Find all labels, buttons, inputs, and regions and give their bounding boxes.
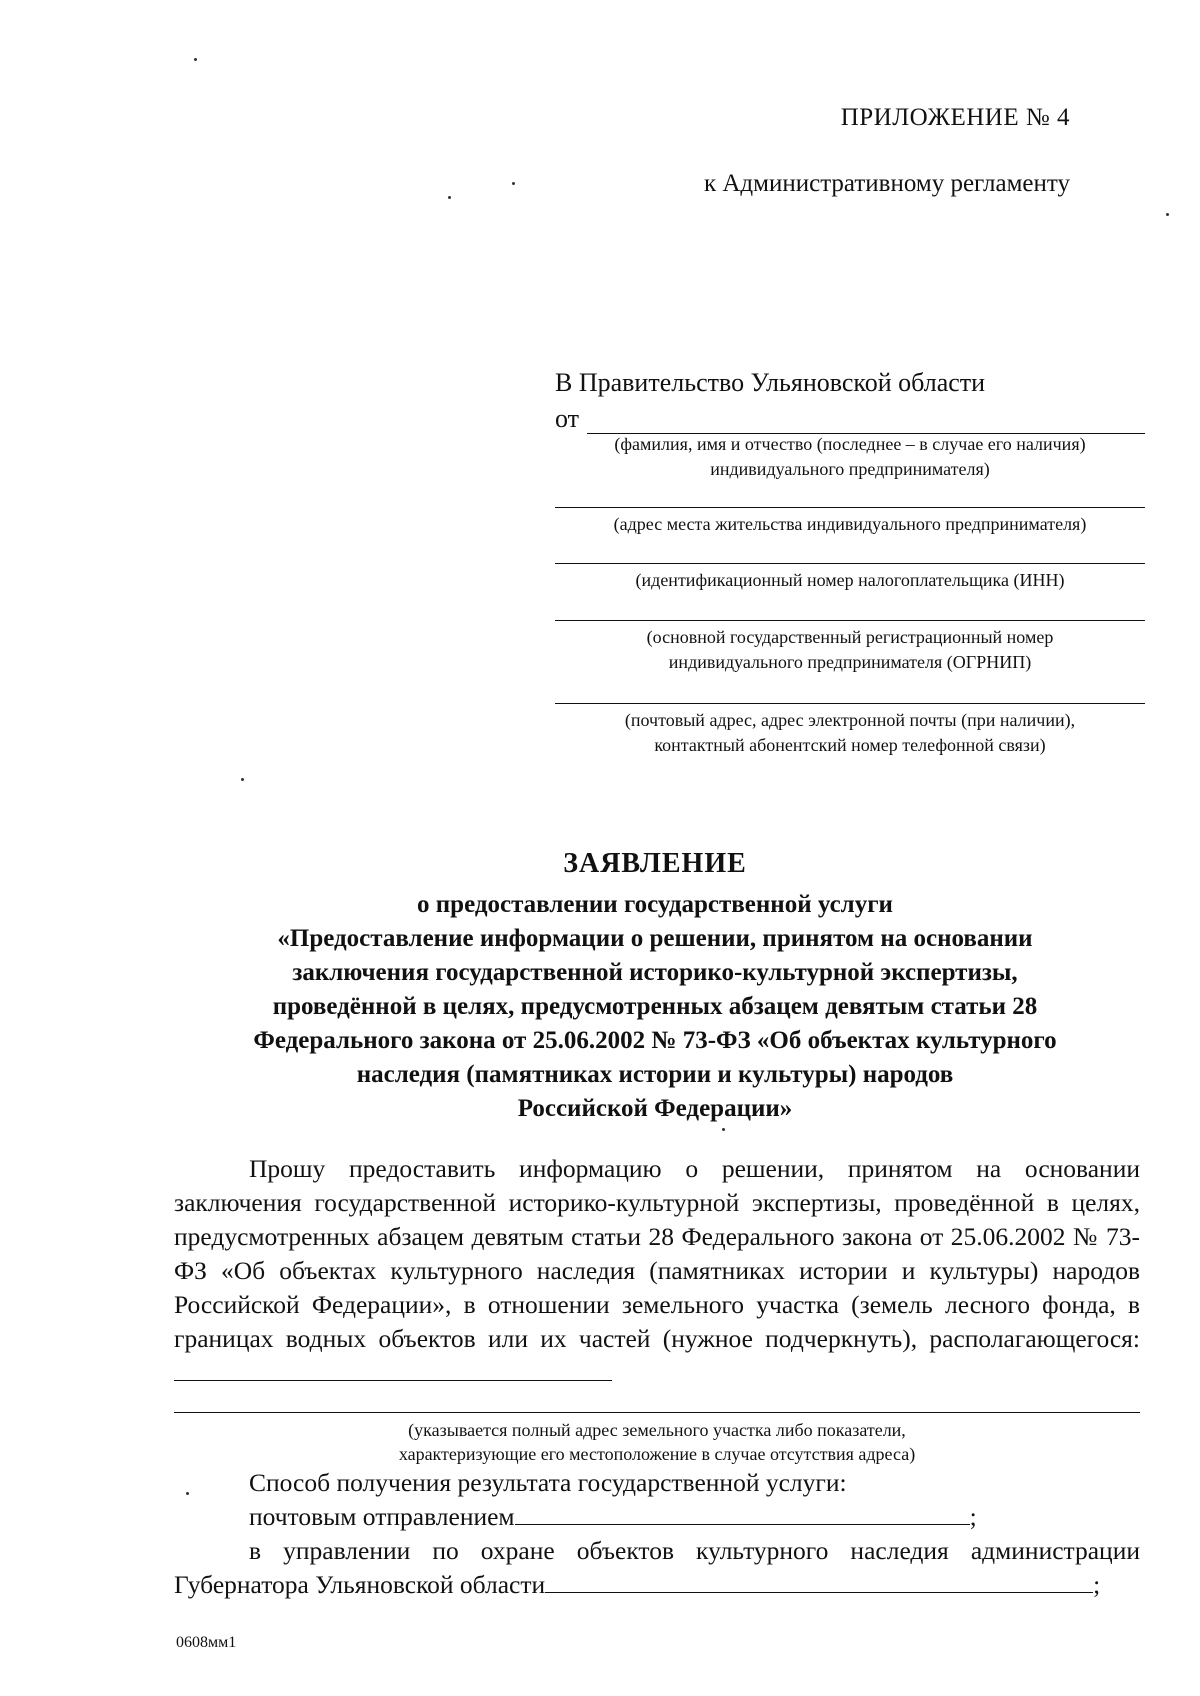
caption-residence-address: (адрес места жительства индивидуального предпринимателя) xyxy=(613,514,1087,534)
title-line: заключения государственной историко-культурной экспертизы, xyxy=(292,959,1018,986)
caption-contact: (почтовый адрес, адрес электронной почты (при наличии), контактный абонентский номер телефонной связи) xyxy=(624,710,1076,755)
inn-field[interactable] xyxy=(555,563,1145,564)
caption-inn: (идентификационный номер налогоплательщика (ИНН) xyxy=(635,570,1065,590)
title-line: наследия (памятниках истории и культуры) народов xyxy=(356,1061,954,1088)
method-office-row-2: Губернатора Ульяновской области ; xyxy=(174,1570,1101,1599)
from-label: от xyxy=(555,404,580,433)
caption-ogrnip: (основной государственный регистрационный номер индивидуального предпринимателя (ОГРНИП) xyxy=(646,627,1054,672)
contact-field[interactable] xyxy=(555,703,1145,704)
scan-speck xyxy=(241,778,244,781)
method-mail-label: почтовым отправлением xyxy=(249,1502,515,1531)
scan-speck xyxy=(1166,213,1169,216)
mail-option-field[interactable] xyxy=(515,1502,970,1525)
title-line: «Предоставление информации о решении, принятом на основании xyxy=(277,925,1033,952)
scan-speck xyxy=(186,1492,189,1495)
scan-speck xyxy=(722,1128,725,1131)
title-line: Российской Федерации» xyxy=(517,1095,793,1122)
title-line: проведённой в целях, предусмотренных абзацем девятым статьи 28 xyxy=(272,993,1038,1020)
statement-heading: ЗАЯВЛЕНИЕ xyxy=(563,848,747,879)
from-row xyxy=(555,404,1145,434)
addressee: В Правительство Ульяновской области xyxy=(555,368,986,397)
land-location-field[interactable] xyxy=(174,1358,612,1381)
title-line: Федерального закона от 25.06.2002 № 73-ФЗ «Об объектах культурного xyxy=(253,1027,1057,1054)
statement-title-block xyxy=(170,848,1140,1126)
method-block xyxy=(174,1466,1140,1602)
method-mail-row: почтовым отправлением ; xyxy=(249,1502,977,1531)
land-address-field[interactable] xyxy=(174,1412,1140,1413)
office-option-field[interactable] xyxy=(545,1570,1093,1593)
document-code: 0608мм1 xyxy=(176,1634,237,1651)
caption-land-address: (указывается полный адрес земельного участка либо показатели, характеризующие его местоположение в случае отсутствия адреса) xyxy=(398,1420,916,1464)
request-body xyxy=(174,1152,1140,1390)
scan-speck xyxy=(448,196,451,199)
method-office-row xyxy=(174,1534,1140,1568)
appendix-subtitle: к Административному регламенту xyxy=(703,170,1070,197)
appendix-title: ПРИЛОЖЕНИЕ № 4 xyxy=(840,104,1070,131)
method-office-label-2: Губернатора Ульяновской области xyxy=(174,1570,546,1599)
ogrnip-field[interactable] xyxy=(555,620,1145,621)
method-office-label: в управлении по охране объектов культурного наследия администрации xyxy=(249,1536,1140,1565)
scan-speck xyxy=(512,182,515,185)
request-text: Прошу предоставить информацию о решении, принятом на основании заключения государственной историко-культурной экспертизы, проведённой в целях, предусмотренных абзацем девятым статьи 28 Федерального закона от 25.06.2002 № 73-ФЗ «Об объектах культурного наследия (памятниках истории и культуры) народов Российской Федерации», в отношении земельного участка (земель лесного фонда, в границах водных объектов или их частей (нужное подчеркнуть), располагающегося: xyxy=(174,1154,1140,1353)
applicant-name-field[interactable] xyxy=(587,411,1145,434)
title-line: о предоставлении государственной услуги xyxy=(417,891,893,918)
request-paragraph xyxy=(174,1152,1140,1390)
residence-address-field[interactable] xyxy=(555,507,1145,508)
scan-speck xyxy=(194,58,197,61)
caption-applicant-name: (фамилия, имя и отчество (последнее – в случае его наличия) индивидуального предпринимателя) xyxy=(614,434,1086,479)
method-heading: Способ получения результата государственной услуги: xyxy=(249,1468,847,1497)
